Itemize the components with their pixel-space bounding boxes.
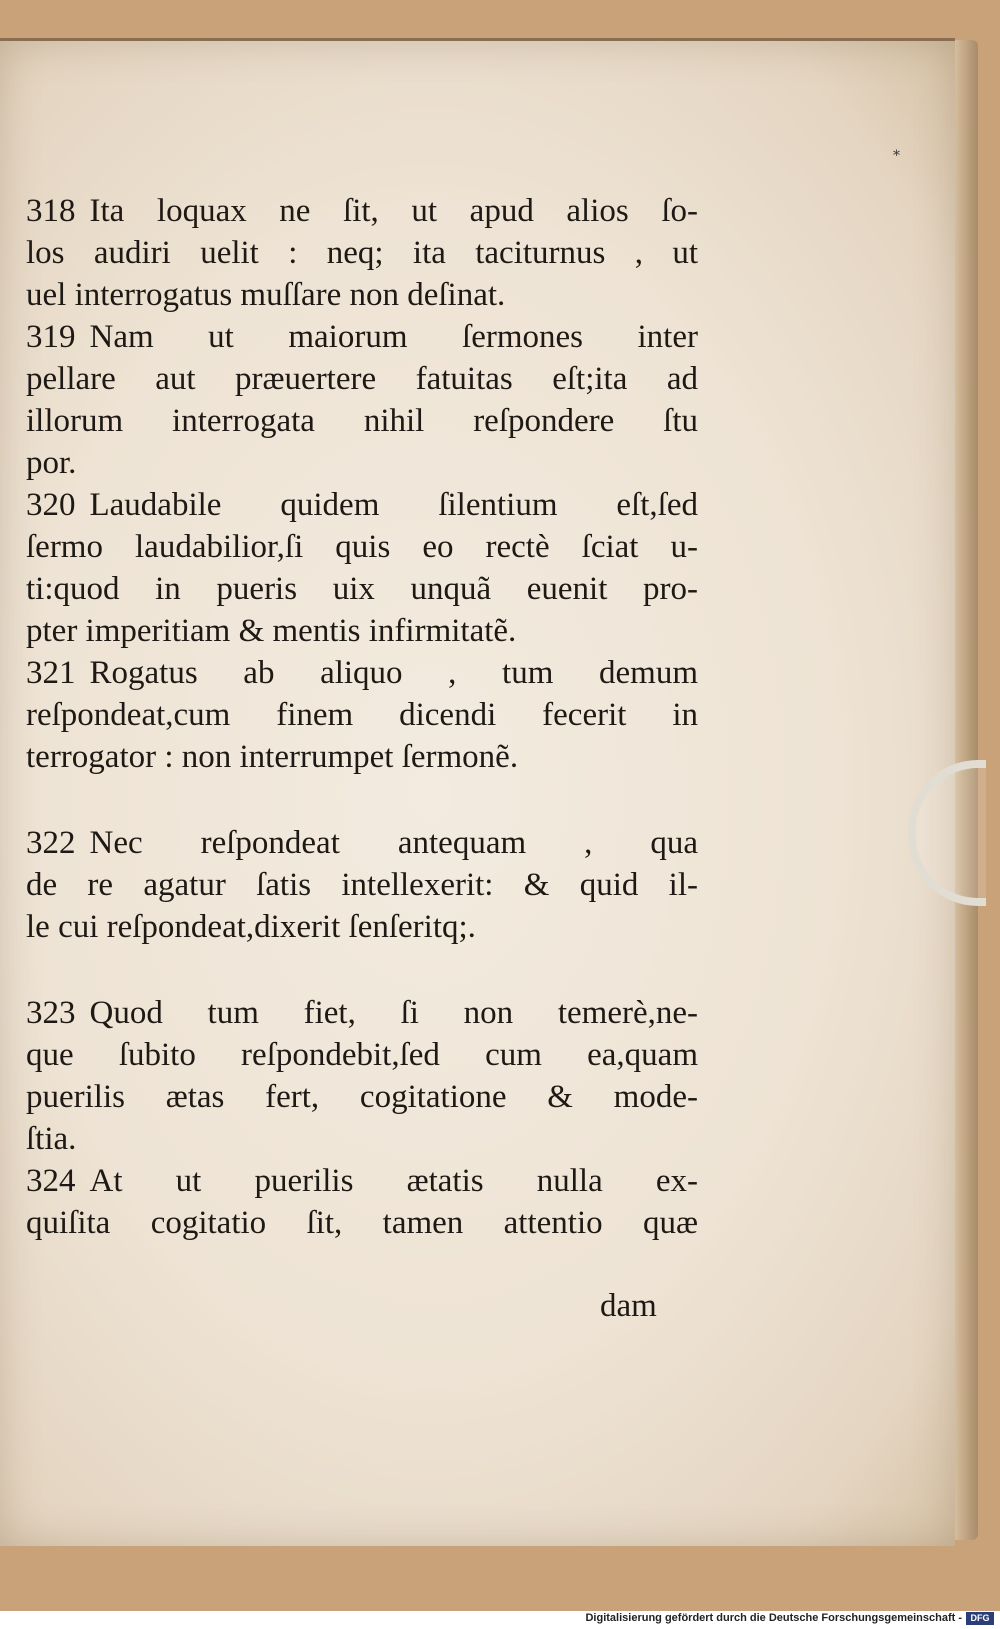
paragraph-gap: [26, 948, 698, 992]
paragraph-323: [26, 992, 698, 1160]
paragraph-321: [26, 652, 698, 778]
text-line: Nam ut maiorum ſermones inter: [89, 319, 698, 355]
text-line: Quod tum fiet, ſi non temerè,ne-: [89, 995, 698, 1031]
text-line: quiſita cogitatio ſit, tamen attentio quæ: [26, 1205, 698, 1241]
text-line: de re agatur ſatis intellexerit: & quid il-: [26, 867, 698, 903]
text-line: reſpondeat,cum finem dicendi fecerit in: [26, 697, 698, 733]
text-line: ſtia.: [26, 1121, 77, 1157]
dfg-logo: DFG: [966, 1612, 994, 1625]
text-line: los audiri uelit : neq; ita taciturnus , ut: [26, 235, 698, 271]
footer-credit: Digitalisierung gefördert durch die Deutsche Forschungsgemeinschaft -: [585, 1612, 962, 1624]
text-line: puerilis ætas fert, cogitatione & mode-: [26, 1079, 698, 1115]
text-line: Ita loquax ne ſit, ut apud alios ſo-: [89, 193, 698, 229]
paragraph-number: 318: [26, 193, 76, 229]
paragraph-number: 320: [26, 487, 76, 523]
text-line: Rogatus ab aliquo , tum demum: [89, 655, 698, 691]
text-line: que ſubito reſpondebit,ſed cum ea,quam: [26, 1037, 698, 1073]
paragraph-number: 323: [26, 995, 76, 1031]
text-line: ti:quod in pueris uix unquã euenit pro-: [26, 571, 698, 607]
page-text: [26, 190, 698, 1244]
paragraph-number: 321: [26, 655, 76, 691]
catchword: dam: [600, 1288, 657, 1324]
paragraph-324: [26, 1160, 698, 1244]
text-line: Laudabile quidem ſilentium eſt,ſed: [89, 487, 698, 523]
paragraph-320: [26, 484, 698, 652]
paragraph-number: 324: [26, 1163, 76, 1199]
paragraph-318: [26, 190, 698, 316]
paragraph-319: [26, 316, 698, 484]
text-line: At ut puerilis ætatis nulla ex-: [89, 1163, 698, 1199]
margin-mark: *: [893, 148, 900, 164]
paragraph-number: 319: [26, 319, 76, 355]
text-line: le cui reſpondeat,dixerit ſenſeritq;.: [26, 909, 476, 945]
paragraph-gap: [26, 778, 698, 822]
text-line: pellare aut præuertere fatuitas eſt;ita ad: [26, 361, 698, 397]
text-line: por.: [26, 445, 77, 481]
paragraph-number: 322: [26, 825, 76, 861]
text-line: uel interrogatus muſſare non deſinat.: [26, 277, 506, 313]
text-line: illorum interrogata nihil reſpondere ſtu: [26, 403, 698, 439]
text-line: Nec reſpondeat antequam , qua: [89, 825, 698, 861]
text-line: terrogator : non interrumpet ſermonẽ.: [26, 739, 519, 775]
text-line: ſermo laudabilior,ſi quis eo rectè ſciat u-: [26, 529, 698, 565]
paragraph-322: [26, 822, 698, 948]
text-line: pter imperitiam & mentis infirmitatẽ.: [26, 613, 517, 649]
